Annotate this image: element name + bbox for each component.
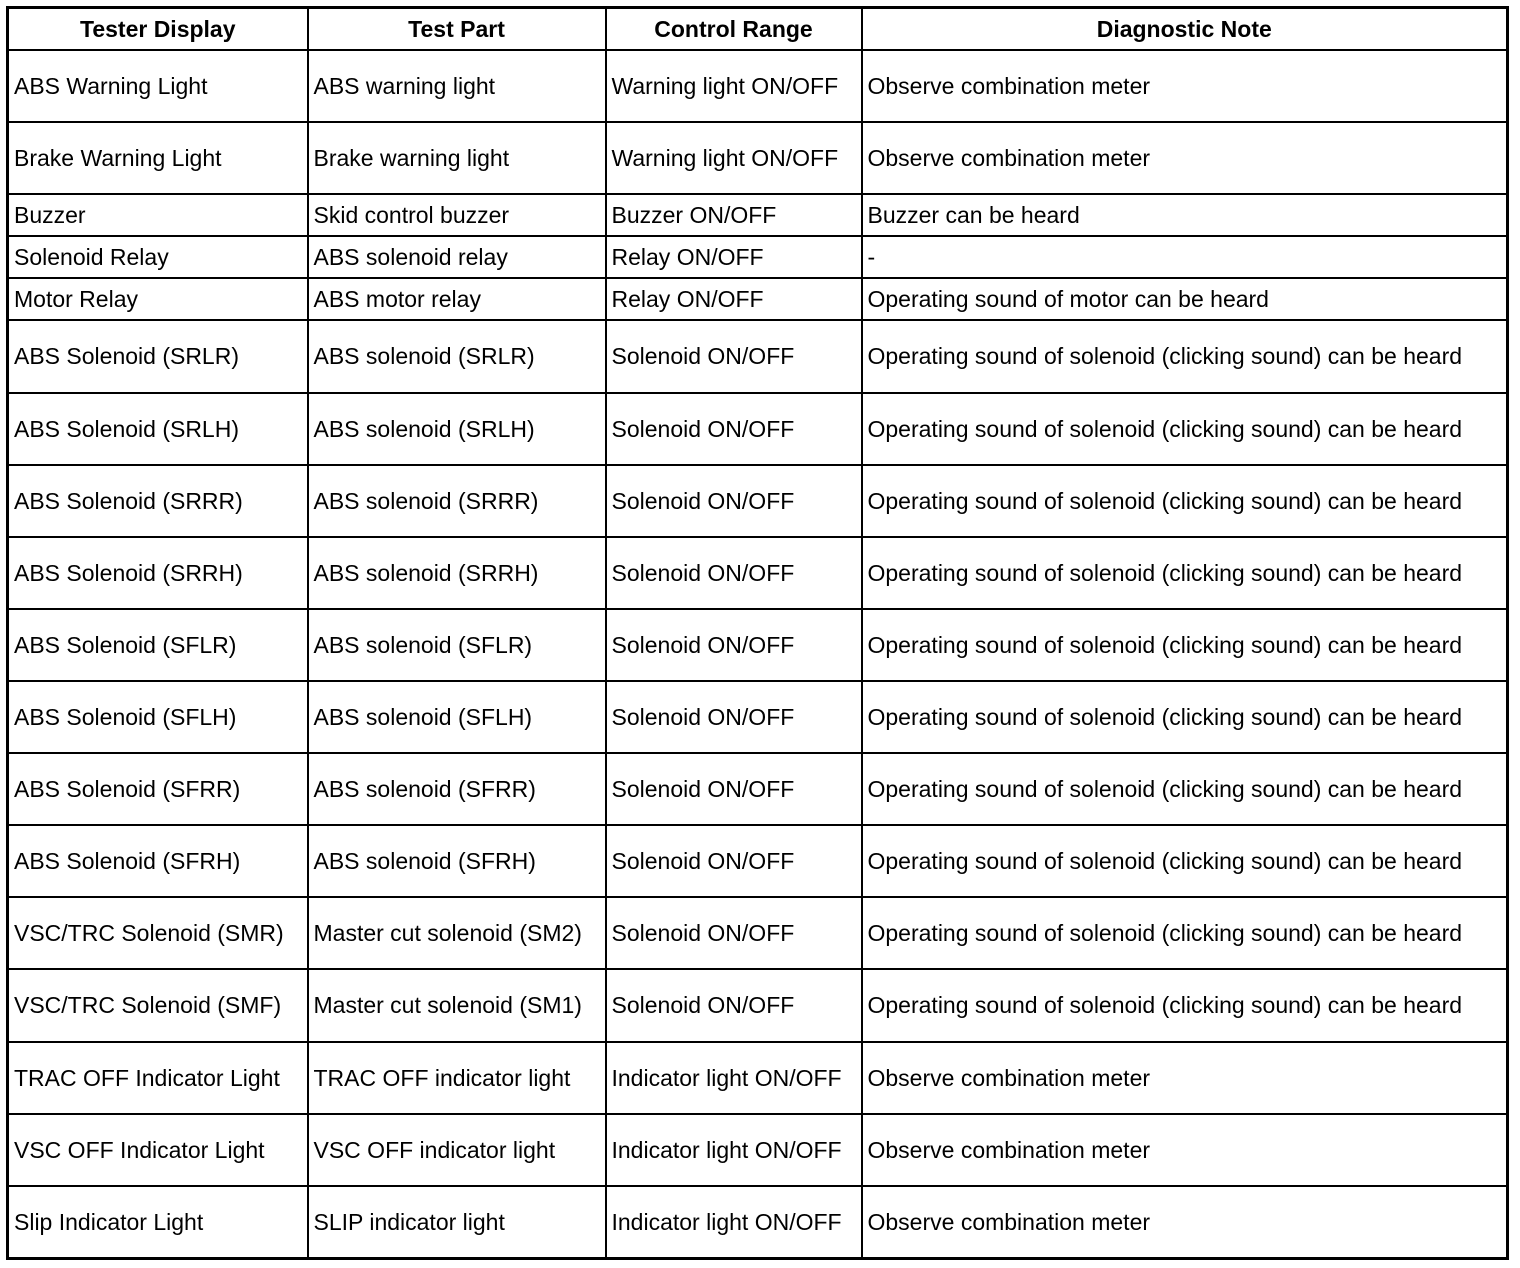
- table-row: [8, 1114, 1508, 1186]
- cell-test-part: ABS solenoid (SFLR): [308, 609, 606, 681]
- cell-control-range: Solenoid ON/OFF: [606, 897, 862, 969]
- cell-diagnostic-note: -: [862, 236, 1508, 278]
- cell-tester-display: Motor Relay: [8, 278, 308, 320]
- table-row: [8, 393, 1508, 465]
- cell-test-part: Master cut solenoid (SM2): [308, 897, 606, 969]
- table-row: [8, 122, 1508, 194]
- cell-diagnostic-note: Operating sound of solenoid (clicking sound) can be heard: [862, 897, 1508, 969]
- cell-diagnostic-note: Operating sound of solenoid (clicking sound) can be heard: [862, 609, 1508, 681]
- cell-tester-display: VSC/TRC Solenoid (SMF): [8, 969, 308, 1041]
- cell-control-range: Indicator light ON/OFF: [606, 1186, 862, 1259]
- header-test-part: Test Part: [308, 8, 606, 51]
- cell-test-part: ABS solenoid (SFRH): [308, 825, 606, 897]
- cell-tester-display: TRAC OFF Indicator Light: [8, 1042, 308, 1114]
- table-row: [8, 320, 1508, 392]
- table-row: [8, 278, 1508, 320]
- table-row: [8, 465, 1508, 537]
- cell-tester-display: ABS Solenoid (SFRH): [8, 825, 308, 897]
- cell-control-range: Solenoid ON/OFF: [606, 753, 862, 825]
- table-row: [8, 50, 1508, 122]
- cell-control-range: Warning light ON/OFF: [606, 122, 862, 194]
- cell-tester-display: ABS Warning Light: [8, 50, 308, 122]
- cell-control-range: Indicator light ON/OFF: [606, 1114, 862, 1186]
- header-control-range: Control Range: [606, 8, 862, 51]
- cell-control-range: Relay ON/OFF: [606, 236, 862, 278]
- table-row: [8, 1186, 1508, 1259]
- cell-control-range: Solenoid ON/OFF: [606, 969, 862, 1041]
- cell-control-range: Solenoid ON/OFF: [606, 537, 862, 609]
- table-row: [8, 753, 1508, 825]
- cell-control-range: Solenoid ON/OFF: [606, 825, 862, 897]
- cell-test-part: VSC OFF indicator light: [308, 1114, 606, 1186]
- cell-tester-display: Slip Indicator Light: [8, 1186, 308, 1259]
- table-header-row: [8, 8, 1508, 51]
- cell-diagnostic-note: Observe combination meter: [862, 122, 1508, 194]
- cell-tester-display: ABS Solenoid (SRLR): [8, 320, 308, 392]
- cell-test-part: ABS solenoid relay: [308, 236, 606, 278]
- cell-diagnostic-note: Operating sound of solenoid (clicking sound) can be heard: [862, 825, 1508, 897]
- cell-diagnostic-note: Observe combination meter: [862, 50, 1508, 122]
- cell-tester-display: ABS Solenoid (SFLR): [8, 609, 308, 681]
- cell-tester-display: ABS Solenoid (SFRR): [8, 753, 308, 825]
- cell-control-range: Solenoid ON/OFF: [606, 681, 862, 753]
- table-row: [8, 969, 1508, 1041]
- table-row: [8, 537, 1508, 609]
- cell-diagnostic-note: Operating sound of solenoid (clicking sound) can be heard: [862, 681, 1508, 753]
- cell-tester-display: ABS Solenoid (SRRH): [8, 537, 308, 609]
- cell-diagnostic-note: Operating sound of motor can be heard: [862, 278, 1508, 320]
- cell-diagnostic-note: Operating sound of solenoid (clicking sound) can be heard: [862, 393, 1508, 465]
- cell-test-part: ABS solenoid (SRRH): [308, 537, 606, 609]
- cell-test-part: ABS solenoid (SRLR): [308, 320, 606, 392]
- active-test-table-container: [6, 6, 1506, 1260]
- table-row: [8, 897, 1508, 969]
- cell-test-part: ABS warning light: [308, 50, 606, 122]
- cell-control-range: Solenoid ON/OFF: [606, 320, 862, 392]
- cell-test-part: TRAC OFF indicator light: [308, 1042, 606, 1114]
- cell-diagnostic-note: Operating sound of solenoid (clicking sound) can be heard: [862, 969, 1508, 1041]
- cell-tester-display: Solenoid Relay: [8, 236, 308, 278]
- table-row: [8, 825, 1508, 897]
- cell-test-part: Brake warning light: [308, 122, 606, 194]
- cell-tester-display: ABS Solenoid (SRRR): [8, 465, 308, 537]
- cell-control-range: Solenoid ON/OFF: [606, 393, 862, 465]
- cell-control-range: Solenoid ON/OFF: [606, 465, 862, 537]
- cell-diagnostic-note: Observe combination meter: [862, 1114, 1508, 1186]
- cell-diagnostic-note: Operating sound of solenoid (clicking sound) can be heard: [862, 320, 1508, 392]
- cell-test-part: ABS solenoid (SRLH): [308, 393, 606, 465]
- cell-control-range: Indicator light ON/OFF: [606, 1042, 862, 1114]
- cell-test-part: Skid control buzzer: [308, 194, 606, 236]
- cell-tester-display: Brake Warning Light: [8, 122, 308, 194]
- table-row: [8, 236, 1508, 278]
- cell-test-part: ABS solenoid (SRRR): [308, 465, 606, 537]
- table-row: [8, 1042, 1508, 1114]
- cell-control-range: Buzzer ON/OFF: [606, 194, 862, 236]
- cell-diagnostic-note: Buzzer can be heard: [862, 194, 1508, 236]
- cell-diagnostic-note: Operating sound of solenoid (clicking sound) can be heard: [862, 465, 1508, 537]
- cell-tester-display: VSC/TRC Solenoid (SMR): [8, 897, 308, 969]
- cell-test-part: ABS motor relay: [308, 278, 606, 320]
- cell-diagnostic-note: Operating sound of solenoid (clicking sound) can be heard: [862, 537, 1508, 609]
- cell-control-range: Warning light ON/OFF: [606, 50, 862, 122]
- cell-tester-display: ABS Solenoid (SRLH): [8, 393, 308, 465]
- cell-tester-display: VSC OFF Indicator Light: [8, 1114, 308, 1186]
- table-row: [8, 681, 1508, 753]
- active-test-table: [6, 6, 1509, 1260]
- cell-test-part: ABS solenoid (SFLH): [308, 681, 606, 753]
- cell-control-range: Relay ON/OFF: [606, 278, 862, 320]
- header-diagnostic-note: Diagnostic Note: [862, 8, 1508, 51]
- cell-diagnostic-note: Observe combination meter: [862, 1186, 1508, 1259]
- cell-test-part: SLIP indicator light: [308, 1186, 606, 1259]
- header-tester-display: Tester Display: [8, 8, 308, 51]
- cell-diagnostic-note: Observe combination meter: [862, 1042, 1508, 1114]
- cell-diagnostic-note: Operating sound of solenoid (clicking sound) can be heard: [862, 753, 1508, 825]
- cell-test-part: Master cut solenoid (SM1): [308, 969, 606, 1041]
- table-row: [8, 609, 1508, 681]
- cell-tester-display: ABS Solenoid (SFLH): [8, 681, 308, 753]
- cell-test-part: ABS solenoid (SFRR): [308, 753, 606, 825]
- cell-tester-display: Buzzer: [8, 194, 308, 236]
- cell-control-range: Solenoid ON/OFF: [606, 609, 862, 681]
- table-row: [8, 194, 1508, 236]
